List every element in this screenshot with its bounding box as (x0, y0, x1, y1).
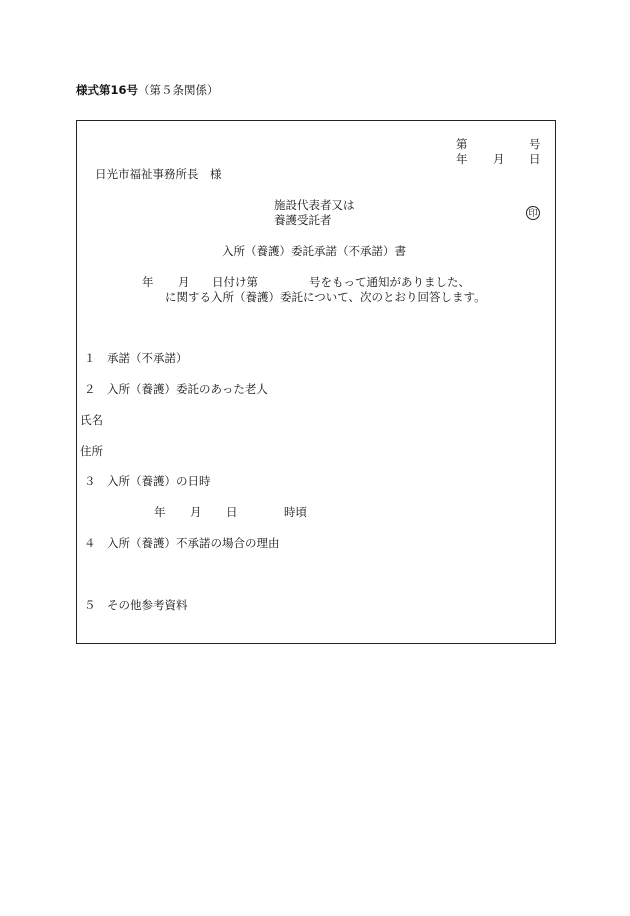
body-date-prefix: 日付け第 (212, 275, 258, 289)
seal-mark: 印 (526, 206, 540, 220)
item-3: ３ 入所（養護）の日時 (84, 474, 211, 488)
body-year: 年 (142, 275, 154, 289)
form-relation: （第５条関係） (138, 83, 219, 97)
item-4: ４ 入所（養護）不承諾の場合の理由 (84, 536, 280, 550)
datetime-time: 時頃 (284, 505, 307, 519)
datetime-month: 月 (190, 505, 202, 519)
date-year: 年 (456, 152, 468, 166)
name-label: 氏名 (80, 413, 103, 427)
date-day: 日 (529, 152, 541, 166)
body-line2: に関する入所（養護）委託について、次のとおり回答します。 (165, 290, 486, 304)
datetime-day: 日 (226, 505, 238, 519)
addressee: 日光市福祉事務所長 様 (95, 167, 222, 181)
form-number: 様式第16号 (76, 83, 139, 97)
doc-no-prefix: 第 (456, 137, 468, 151)
item-2: ２ 入所（養護）委託のあった老人 (84, 382, 268, 396)
doc-no-suffix: 号 (529, 137, 541, 151)
item-5: ５ その他参考資料 (84, 598, 188, 612)
sender-line1: 施設代表者又は (274, 198, 355, 212)
body-line1-rest: 号をもって通知がありました、 (309, 275, 470, 289)
document-title: 入所（養護）委託承諾（不承諾）書 (222, 244, 406, 258)
datetime-year: 年 (154, 505, 166, 519)
date-month: 月 (493, 152, 505, 166)
form-number-heading (76, 85, 219, 97)
body-month: 月 (178, 275, 190, 289)
item-1: １ 承諾（不承諾） (84, 351, 188, 365)
address-label: 住所 (80, 444, 103, 458)
sender-line2: 養護受託者 (274, 213, 332, 227)
